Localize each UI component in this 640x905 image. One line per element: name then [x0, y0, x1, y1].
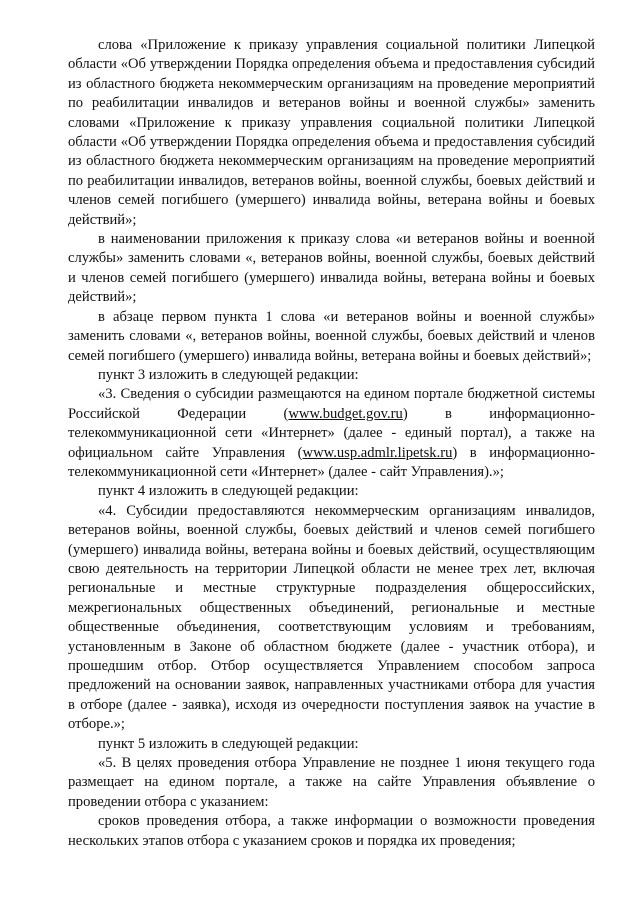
paragraph: в абзаце первом пункта 1 слова «и ветеранов войны и военной службы» заменить словами «, ветеранов войны, военной службы, боевых действий и членов семей погибшего (умершего) инвалида войны, ветерана войны и боевых действий»;	[68, 308, 595, 364]
paragraph: в наименовании приложения к приказу слова «и ветеранов войны и военной службы» заменить словами «, ветеранов войны, военной службы, боевых действий и членов семей погибшего (умершего) инвалида войны, ветерана войны и боевых действий»;	[68, 231, 595, 306]
paragraph: пункт 5 изложить в следующей редакции:	[98, 735, 359, 752]
document-page	[68, 36, 595, 851]
paragraph: «5. В целях проведения отбора Управление не позднее 1 июня текущего года размещает на едином портале, а также на сайте Управления объявление о проведении отбора с указанием:	[68, 755, 595, 810]
paragraph: сроков проведения отбора, а также информации о возможности проведения нескольких этапов отбора с указанием сроков и порядка их проведения;	[68, 813, 595, 849]
website-link[interactable]: www.usp.admlr.lipetsk.ru	[302, 444, 453, 461]
paragraph: пункт 4 изложить в следующей редакции:	[98, 483, 359, 500]
paragraph: пункт 3 изложить в следующей редакции:	[98, 366, 359, 383]
paragraph-with-links: «3. Сведения о субсидии размещаются на едином портале бюджетной системы Российской Федерации (www.budget.gov.ru) в информационно-телекоммуникационной сети «Интернет» (далее - единый портал), а также на официальном сайте Управления (www.usp.admlr.lipetsk.ru) в информационно-телекоммуникационной сети «Интернет» (далее - сайт Управления).»;	[68, 386, 595, 480]
paragraph: «4. Субсидии предоставляются некоммерческим организациям инвалидов, ветеранов войны, военной службы, боевых действий и членов семей погибшего (умершего) инвалида войны, ветерана войны и боевых действий, осуществляющим свою деятельность на территории Липецкой области не менее трех лет, включая региональные и местные структурные подразделения общероссийских, межрегиональных общественных объединений, региональные и местные общественные объединения, соответствующим условиям и требованиям, установленным в Законе об областном бюджете (далее - участник отбора), и прошедшим отбор. Отбор осуществляется Управлением способом запроса предложений на основании заявок, направленных участниками отбора для участия в отборе (далее - заявка), исходя из очередности поступления заявок на участие в отборе.»;	[68, 502, 595, 733]
paragraph: слова «Приложение к приказу управления социальной политики Липецкой области «Об утверждении Порядка определения объема и предоставления субсидий из областного бюджета некоммерческим организациям на проведение мероприятий по реабилитации инвалидов и ветеранов войны и военной службы» заменить словами «Приложение к приказу управления социальной политики Липецкой области «Об утверждении Порядка определения объема и предоставления субсидий из областного бюджета некоммерческим организациям на проведение мероприятий по реабилитации инвалидов, ветеранов войны, военной службы, боевых действий и членов семей погибшего (умершего) инвалида войны, ветерана войны и боевых действий»;	[68, 37, 595, 228]
website-link[interactable]: www.budget.gov.ru	[288, 405, 403, 422]
